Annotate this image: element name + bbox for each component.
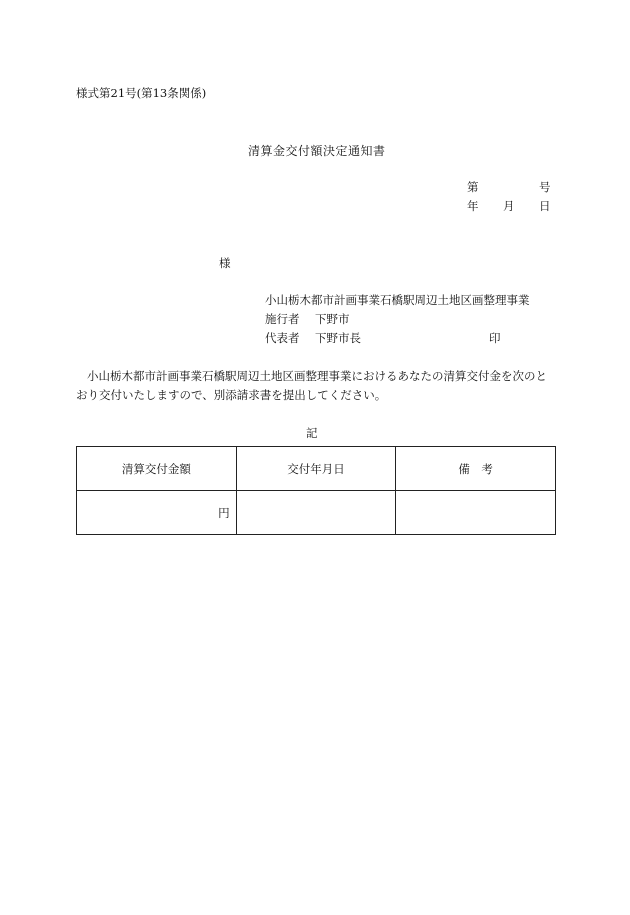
- doc-number-prefix: 第: [467, 180, 479, 194]
- representative-value: 下野市長: [315, 331, 361, 345]
- doc-number-suffix: 号: [539, 180, 551, 194]
- cell-grant-amount: [77, 491, 237, 535]
- executor-label: 施行者: [265, 312, 300, 326]
- header-remarks: 備 考: [396, 447, 556, 491]
- date-day-label: 日: [539, 199, 551, 213]
- form-number: 様式第21号(第13条関係): [76, 86, 207, 100]
- ki-heading: 記: [306, 426, 318, 440]
- notice-body-text: 小山栃木都市計画事業石橋駅周辺土地区画整理事業におけるあなたの清算交付金を次のとおり交付いたしますので、別添請求書を提出してください。: [76, 369, 547, 402]
- seal-mark: 印: [489, 331, 501, 345]
- cell-grant-date: [236, 491, 396, 535]
- executor-value: 下野市: [315, 312, 350, 326]
- representative-label: 代表者: [265, 331, 300, 345]
- date-month-label: 月: [503, 199, 515, 213]
- header-grant-date: 交付年月日: [236, 447, 396, 491]
- header-grant-amount: 清算交付金額: [77, 447, 237, 491]
- table-row: [77, 491, 556, 535]
- yen-unit: 円: [218, 505, 230, 520]
- cell-remarks: [396, 491, 556, 535]
- grant-table: [76, 446, 556, 535]
- recipient-honorific: 様: [219, 256, 231, 270]
- date-year-label: 年: [467, 199, 479, 213]
- document-title: 清算金交付額決定通知書: [248, 144, 386, 158]
- table-header-row: [77, 447, 556, 491]
- issuer-project-name: 小山栃木都市計画事業石橋駅周辺土地区画整理事業: [265, 293, 530, 307]
